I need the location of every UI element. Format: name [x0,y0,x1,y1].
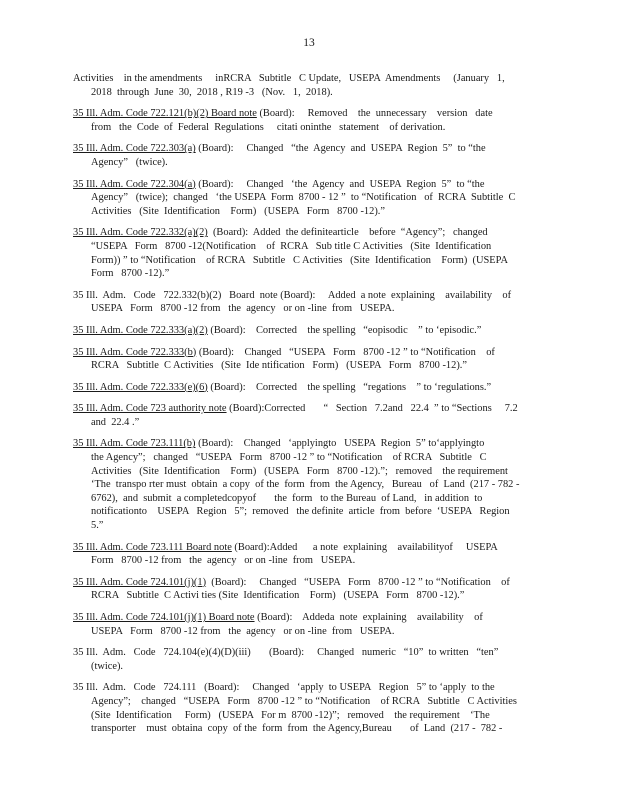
entry-text: Form 8700 -12).” [91,268,170,280]
entry-text: from the Code of Federal Regulations citati oninthe statement of derivation. [91,121,446,133]
entry-line [73,191,543,205]
entry-text: (Board): Added the definitearticle before “Agency”; changed [207,227,488,239]
entry-line [73,465,543,479]
entry-text: (Board): Changed “USEPA Form 8700 -12 ” to “Notification of [206,576,510,588]
entry-text: USEPA Form 8700 -12 from the agency or on -line from USEPA. [91,303,395,315]
amendment-entry [73,72,543,99]
amendment-entries [73,72,543,744]
amendment-entry [73,107,543,134]
entry-line [73,402,543,416]
entry-line [73,72,543,86]
entry-line [73,695,543,709]
entry-text: Agency”; changed “USEPA Form 8700 -12 ” to “Notification of RCRA Subtitle C Activities [91,695,517,707]
entry-text: RCRA Subtitle C Activities (Site Ide ntification Form) (USEPA Form 8700 -12).” [91,360,467,372]
code-citation: 35 Ill. Adm. Code 724.101(j)(1) [73,576,207,588]
entry-text: (Board): Removed the unnecessary version date [256,108,493,120]
entry-line [73,709,543,723]
amendment-entry [73,437,543,532]
entry-text: (Board): Corrected the spelling “regations ” to ‘regulations.” [207,381,492,393]
entry-line [73,541,543,555]
entry-line [73,589,543,603]
entry-text: (Board): Addeda note explaining availability of [254,612,483,623]
entry-line [73,492,543,506]
entry-line [73,178,543,192]
entry-line [73,437,543,451]
code-citation: 35 Ill. Adm. Code 722.304(a) [73,178,196,190]
code-citation: 35 Ill. Adm. Code 723 authority note [73,403,227,415]
entry-text: and 22.4 .” [91,416,140,428]
entry-text: Activities (Site Identification Form) (USEPA Form 8700 -12).”; removed the requirement [91,465,508,477]
entry-line [73,205,543,219]
entry-line [73,554,543,568]
entry-line [73,381,543,395]
entry-text: (Site Identification Form) (USEPA For m 8700 -12)”; removed the requirement ‘The [91,709,490,721]
entry-text: (Board):Corrected “ Section 7.2and 22.4 ” to “Sections 7.2 [226,403,518,415]
amendment-entry [73,681,543,735]
entry-line [73,576,543,590]
entry-line [73,416,543,430]
entry-text: (Board): Changed “the Agency and USEPA Region 5” to “the [195,143,486,155]
entry-line [73,156,543,170]
entry-text: Form 8700 -12 from the agency or on -line from USEPA. [91,555,356,567]
entry-text: (Board): Changed ‘the Agency and USEPA Region 5” to “the [195,178,485,190]
entry-line [73,451,543,465]
entry-line [73,519,543,533]
code-citation: 35 Ill. Adm. Code 722.333(b) [73,346,197,358]
entry-text: Activities (Site Identification Form) (USEPA Form 8700 -12).” [91,205,385,217]
amendment-entry [73,226,543,280]
code-citation: 35 Ill. Adm. Code 723.111(b) [73,438,196,450]
entry-text: 35 Ill. Adm. Code 724.111 (Board): Changed ‘apply to USEPA Region 5” to ‘apply to the [73,682,495,694]
entry-text: (Board): Corrected the spelling “eopisodic ” to ‘episodic.” [207,324,482,336]
entry-text: notificationto USEPA Region 5”; removed the definite article from before ‘USEPA Region [91,506,510,518]
entry-line [73,142,543,156]
entry-text: “USEPA Form 8700 -12(Notification of RCRA Sub title C Activities (Site Identification [91,240,492,252]
amendment-entry [73,611,543,638]
entry-line [73,302,543,316]
entry-text: (twice). [91,660,124,672]
code-citation: 35 Ill. Adm. Code 722.121(b)(2) Board note [73,108,257,120]
entry-line [73,107,543,121]
amendment-entry [73,178,543,219]
entry-line [73,324,543,338]
entry-line [73,505,543,519]
amendment-entry [73,576,543,603]
entry-line [73,346,543,360]
entry-text: transporter must obtaina copy of the form from the Agency,Bureau of Land (217 - 782 - [91,723,503,735]
entry-text: (Board): Changed ‘applyingto USEPA Region 5” to‘applyingto [195,438,485,450]
entry-line [73,86,543,100]
amendment-entry [73,646,543,673]
code-citation: 35 Ill. Adm. Code 722.303(a) [73,143,196,155]
entry-line [73,660,543,674]
entry-text: (Board):Added a note explaining availabilityof USEPA [231,541,498,553]
entry-text: 6762), and submit a completedcopyof the form to the Bureau of Land, in addition to [91,492,483,504]
code-citation: 35 Ill. Adm. Code 722.333(a)(2) [73,324,208,336]
entry-line [73,625,543,639]
amendment-entry [73,541,543,568]
entry-text: RCRA Subtitle C Activi ties (Site Identification Form) (USEPA Form 8700 -12).” [91,590,465,602]
amendment-entry [73,289,543,316]
amendment-entry [73,346,543,373]
entry-line [73,646,543,660]
entry-text: Activities in the amendments inRCRA Subtitle C Update, USEPA Amendments (January 1, [73,73,505,84]
entry-text: (Board): Changed “USEPA Form 8700 -12 ” to “Notification of [196,346,495,358]
entry-line [73,254,543,268]
entry-line [73,611,543,625]
entry-text: 2018 through June 30, 2018 , R19 -3 (Nov. 1, 2018). [91,86,333,98]
entry-text: Form)) ” to “Notification of RCRA Subtitle C Activities (Site Identification Form) (USEPA [91,254,508,266]
page-number: 13 [303,37,315,49]
entry-text: Agency” (twice). [91,156,168,168]
amendment-entry [73,324,543,338]
code-citation: 35 Ill. Adm. Code 722.333(e)(6) [73,381,208,393]
entry-line [73,722,543,736]
entry-text: 35 Ill. Adm. Code 724.104(e)(4)(D)(iii) (Board): Changed numeric “10” to written “ten” [73,647,499,659]
entry-line [73,289,543,303]
entry-text: Agency” (twice); changed ‘the USEPA Form 8700 - 12 ” to “Notification of RCRA Subtitle C [91,192,516,204]
entry-text: 5.” [91,520,104,532]
entry-line [73,681,543,695]
entry-line [73,267,543,281]
code-citation: 35 Ill. Adm. Code 722.332(a)(2) [73,227,208,239]
entry-line [73,226,543,240]
entry-line [73,359,543,373]
entry-text: 35 Ill. Adm. Code 722.332(b)(2) Board note (Board): Added a note explaining availability of [73,289,512,301]
entry-text: USEPA Form 8700 -12 from the agency or on -line from USEPA. [91,625,395,637]
entry-text: the Agency”; changed “USEPA Form 8700 -12 ” to “Notification of RCRA Subtitle C [91,452,487,464]
code-citation: 35 Ill. Adm. Code 723.111 Board note [73,541,232,553]
code-citation: 35 Ill. Adm. Code 724.101(j)(1) Board note [73,612,255,623]
entry-line [73,240,543,254]
amendment-entry [73,381,543,395]
entry-line [73,478,543,492]
amendment-entry [73,142,543,169]
amendment-entry [73,402,543,429]
entry-text: ‘The transpo rter must obtain a copy of the form from the Agency, Bureau of Land (217 - 782 - [91,479,520,491]
entry-line [73,121,543,135]
